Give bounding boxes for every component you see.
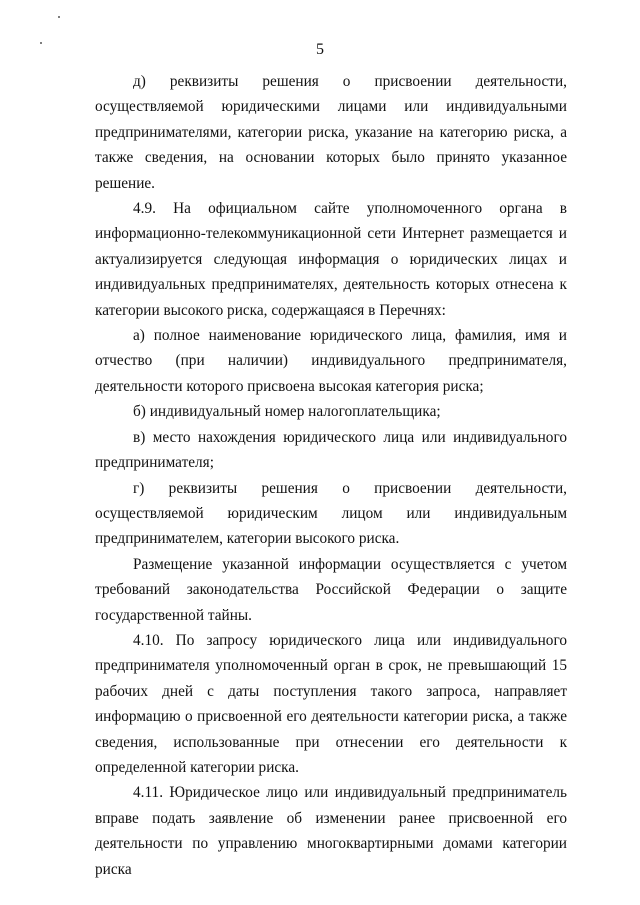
paragraph-4-9-a: а) полное наименование юридического лица, фамилия, имя и отчество (при наличии) индивидуального предпринимателя, деятельности которого присвоена высокая категория риска;	[95, 327, 567, 395]
paragraph-4-9: 4.9. На официальном сайте уполномоченного органа в информационно-телекоммуникационной сети Интернет размещается и актуализируется следующая информация о юридических лицах и индивидуальных предпринимателях, деятельность которых отнесена к категории высокого риска, содержащаяся в Перечнях:	[95, 200, 567, 319]
paragraph-4-9-v: в) место нахождения юридического лица или индивидуального предпринимателя;	[95, 428, 567, 472]
scan-speck	[58, 16, 60, 18]
document-body	[95, 69, 567, 882]
paragraph-4-9-note: Размещение указанной информации осуществляется с учетом требований законодательства Российской Федерации о защите государственной тайны.	[95, 555, 567, 624]
paragraph-4-9-b: б) индивидуальный номер налогоплательщика;	[133, 403, 441, 421]
paragraph-4-10: 4.10. По запросу юридического лица или индивидуального предпринимателя уполномоченный орган в срок, не превышающий 15 рабочих дней с даты поступления такого запроса, направляет информацию о присвоенной его деятельности категории риска, а также сведения, использованные при отнесении его деятельности к определенной категории риска.	[95, 631, 567, 776]
paragraph-4-11: 4.11. Юридическое лицо или индивидуальный предприниматель вправе подать заявление об изменении ранее присвоенной его деятельности по управлению многоквартирными домами категории риска	[95, 784, 567, 878]
page-number: 5	[316, 41, 324, 58]
paragraph-4-9-g: г) реквизиты решения о присвоении деятельности, осуществляемой юридическим лицом или индивидуальным предпринимателем, категории высокого риска.	[95, 479, 567, 548]
paragraph-4-8-d: д) реквизиты решения о присвоении деятельности, осуществляемой юридическими лицами или индивидуальными предпринимателями, категории риска, указание на категорию риска, а также сведения, на основании которых было принято указанное решение.	[95, 73, 567, 192]
